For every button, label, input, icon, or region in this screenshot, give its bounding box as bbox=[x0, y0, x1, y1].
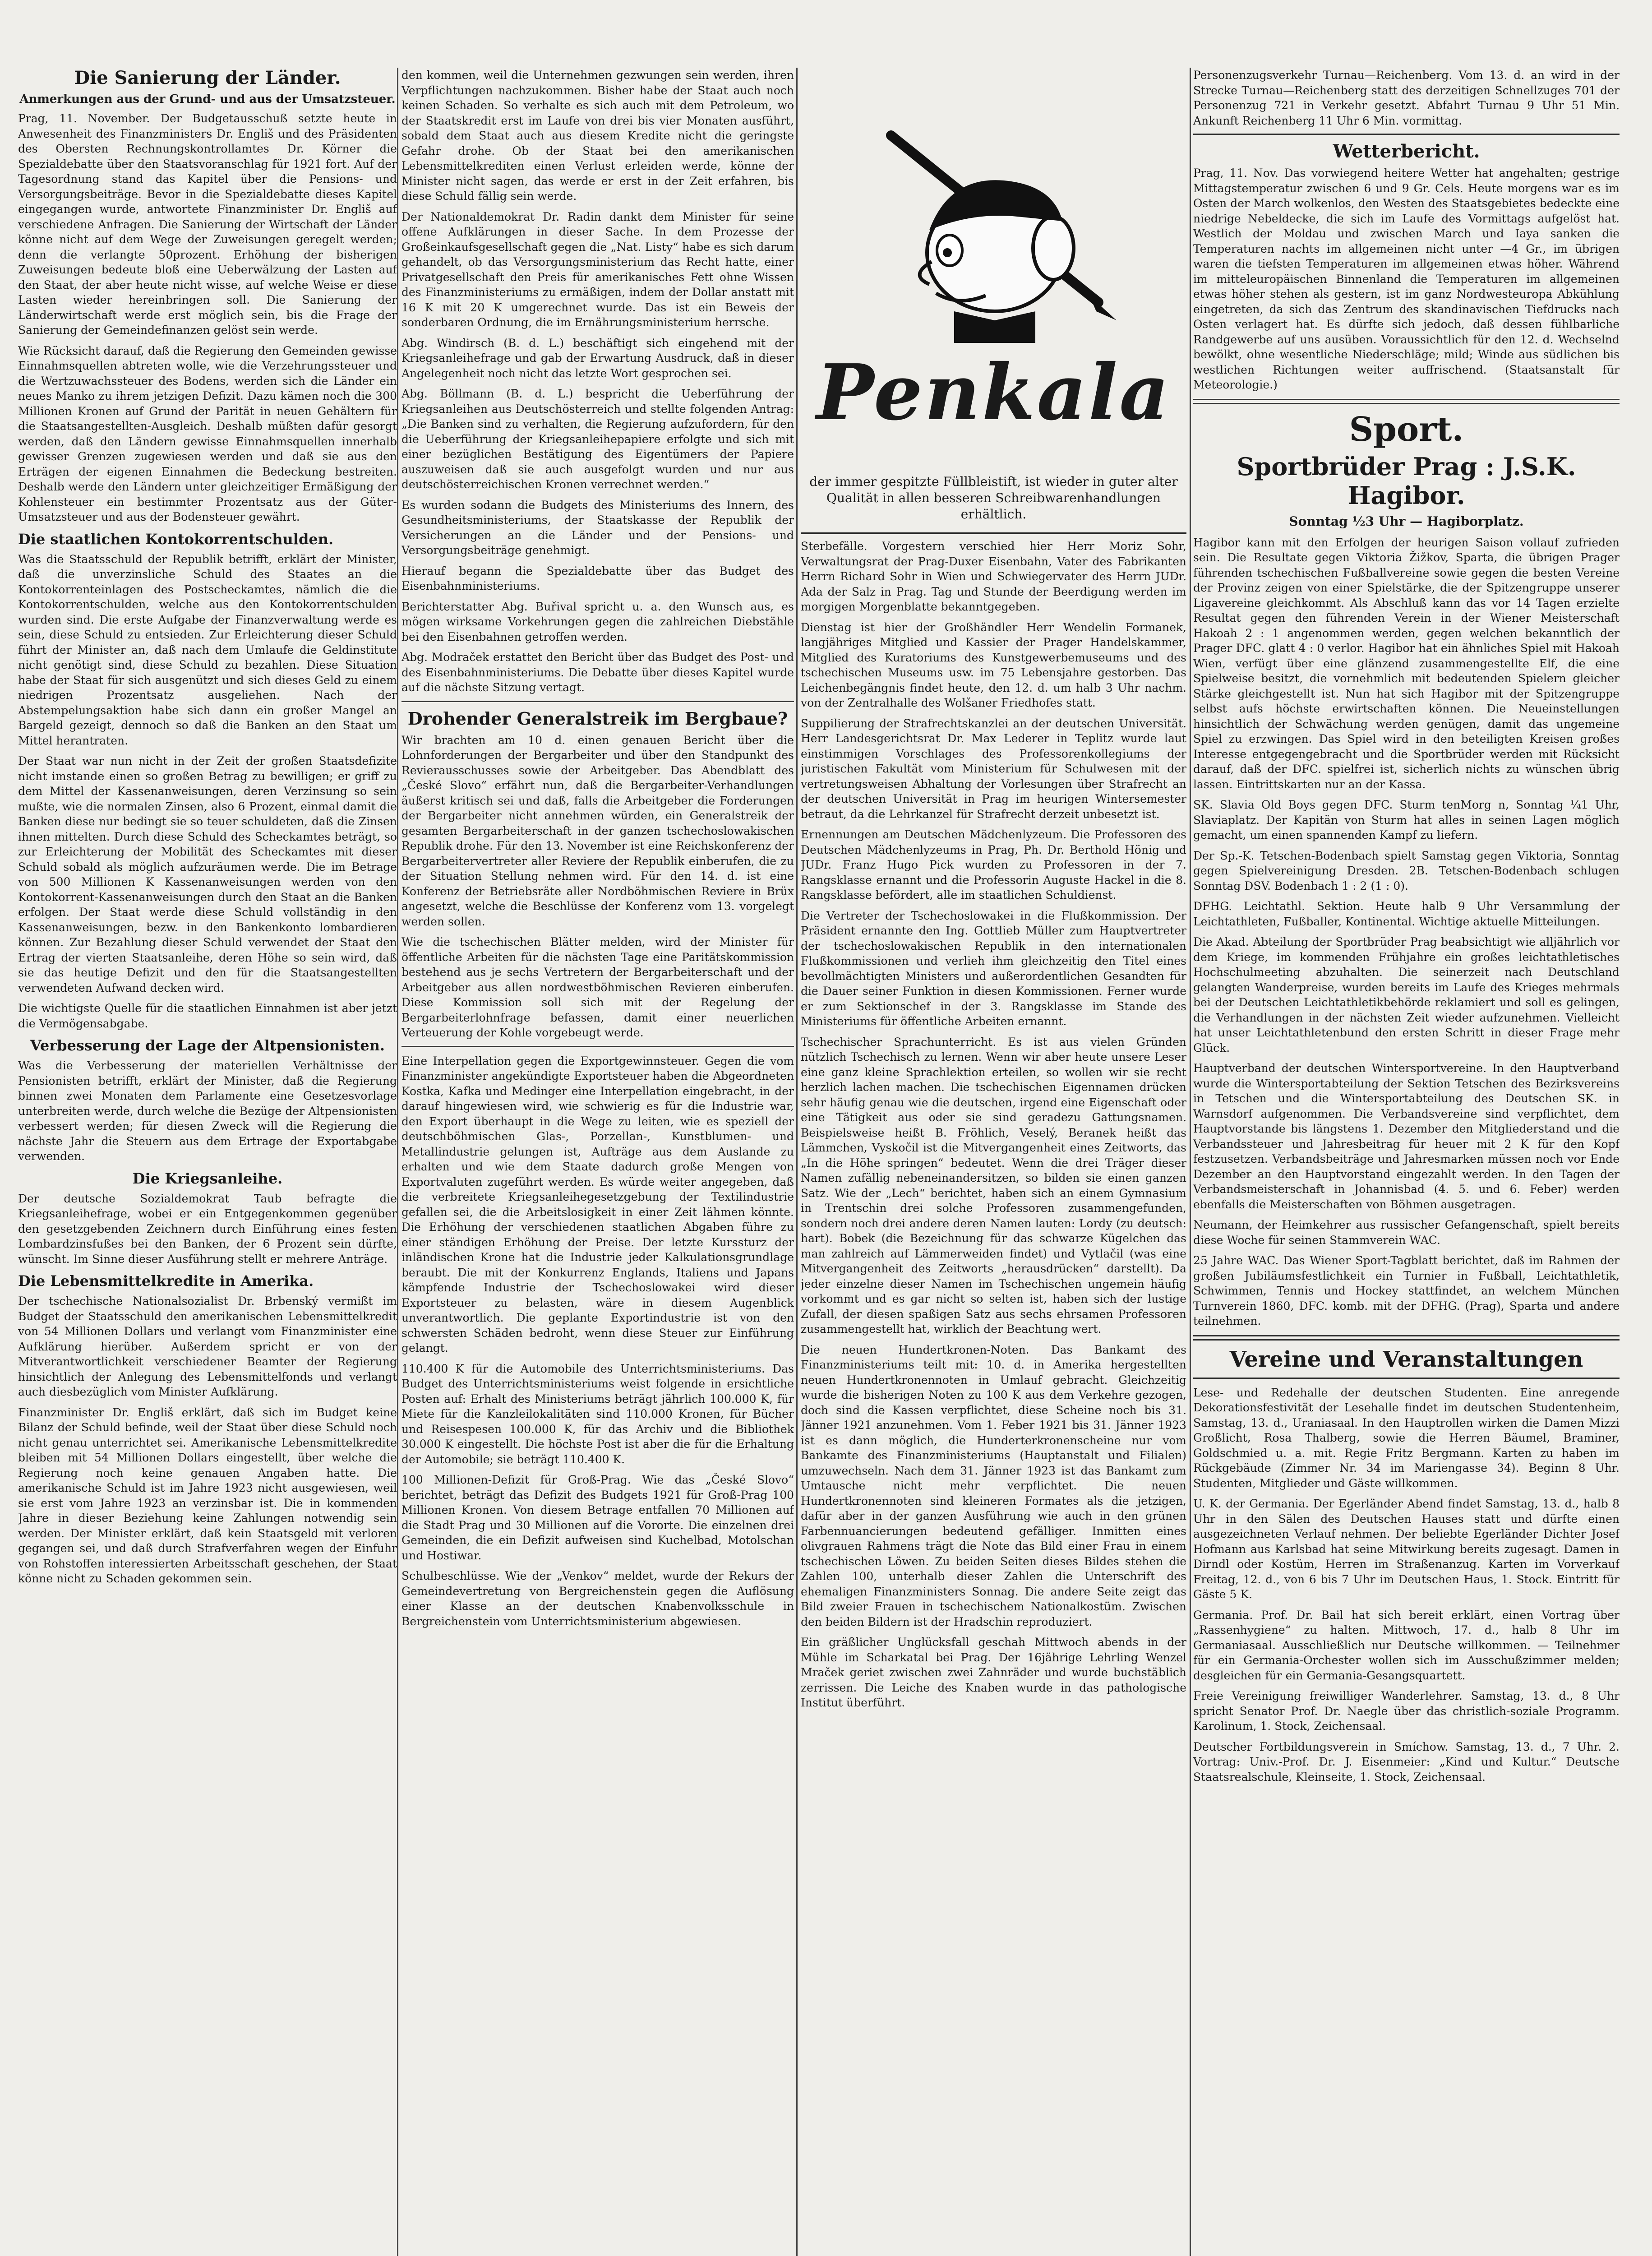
column-rule bbox=[1190, 68, 1191, 2256]
paragraph: Abg. Modraček erstattet den Bericht über das Budget des Post- und des Eisenbahnministeriums. Die Debatte über dieses Kapitel wurde auf die nächste Sitzung vertagt. bbox=[401, 651, 794, 694]
paragraph: Wir brachten am 10 d. einen genauen Bericht über die Lohnforderungen der Bergarbeiter und über den Standpunkt des Revierausschusses sowie der Arbeitgeber. Das Abendblatt des „České Slovo“ erfährt nun, daß die Bergarbeiter-Verhandlungen äußerst kritisch sei und daß, falls die Arbeitgeber die Forderungen der Bergarbeiter nicht annehmen würden, ein Generalstreik der gesamten Bergarbeiterschaft in der ganzen tschechoslowakischen Republik drohe. Für den 13. November ist eine Reichskonferenz der Bergarbeitervertreter aller Reviere der Republik einberufen, die zu der Situation Stellung nehmen wird. Für den 14. d. ist eine Konferenz der Betriebsräte aller Nordböhmischen Reviere in Brüx angesetzt, welche die Beschlüsse der Konferenz vom 13. vorgelegt werden sollen. bbox=[401, 733, 794, 928]
penkala-logo: Penkala bbox=[816, 347, 1171, 438]
column-rule bbox=[397, 68, 398, 2256]
paragraph: 25 Jahre WAC. Das Wiener Sport-Tagblatt berichtet, daß im Rahmen der großen Jubiläumsfestlichkeit ein Turnier in Fußball, Leichtathletik, Schwimmen, Tennis und Hockey stattfindet, an welchem München Turnverein 1860, DFC. komb. mit der DFHG. (Prag), Sparta und andere teilnehmen. bbox=[1193, 1254, 1620, 1327]
divider bbox=[1193, 134, 1620, 135]
paragraph: Ein gräßlicher Unglücksfall geschah Mittwoch abends in der Mühle im Scharkatal bei Prag. Der 16jährige Lehrling Wenzel Mraček geriet zwischen zwei Zahnräder und wurde buchstäblich zerrissen. Die Leiche des Knaben wurde in das pathologische Institut überführt. bbox=[801, 1636, 1186, 1709]
section-heading: Wetterbericht. bbox=[1333, 141, 1480, 162]
section-heading: Verbesserung der Lage der Altpensionisten. bbox=[30, 1037, 385, 1054]
sport-headline: Sportbrüder Prag : J.S.K. Hagibor. bbox=[1237, 452, 1576, 510]
column-1 bbox=[18, 68, 397, 2256]
column-2 bbox=[401, 68, 794, 2256]
divider bbox=[1193, 1335, 1620, 1341]
headline: Die Sanierung der Länder. bbox=[74, 68, 341, 88]
paragraph: Abg. Windirsch (B. d. L.) beschäftigt sich eingehend mit der Kriegsanleihefrage und gab der Erwartung Ausdruck, daß in dieser Angelegenheit noch nicht das letzte Wort gesprochen sei. bbox=[401, 336, 794, 380]
paragraph: den kommen, weil die Unternehmen gezwungen sein werden, ihren Verpflichtungen nachzukommen. Bisher habe der Staat auch noch keinen Schaden. So verhalte es sich auch mit dem Petroleum, wo der Staatskredit erst im Laufe von drei bis vier Monaten ausführt, sobald dem Staat auch aus diesem Kredite nicht die geringste Gefahr drohe. Ob der Staat bei den amerikanischen Lebensmittelkrediten einen Verlust erleiden werde, könne der Minister nicht sagen, das werde er erst in der Zeit erfahren, bis diese Schuld fällig sein werde. bbox=[401, 69, 794, 203]
paragraph: Hagibor kann mit den Erfolgen der heurigen Saison vollauf zufrieden sein. Die Resultate gegen Viktoria Žižkov, Sparta, die übrigen Prager führenden tschechischen Fußballvereine sowie gegen die besten Vereine der Provinz zeigen von einer Spielstärke, die der Spitzengruppe unserer Ligavereine gleichkommt. Als Abschluß kann das vor 14 Tagen erzielte Resultat gegen den führenden Verein in der Wiener Meisterschaft Hakoah 2 : 1 angenommen werden, gegen welchen bekanntlich der Prager DFC. glatt 4 : 0 verlor. Hagibor hat ein ähnliches Spiel mit Hakoah Wien, verfügt über eine glänzend zusammengestellte Elf, die eine Spielweise besitzt, die vornehmlich mit bedeutenden Spielern gleicher Stärke gleichgestellt ist. Nun hat sich Hagibor mit der Spitzengruppe selbst aufs höchste erwirtschaften können. Die Neueinstellungen hinsichtlich der Schwächung werden genügen, damit das ungemeine Spiel zu erzwingen. Das Spiel wird in den beteiligten Kreisen großes Interesse entgegengebracht und die Sportbrüder werden mit Rücksicht darauf, daß der DFC. spielfrei ist, sicherlich nichts zu wünschen übrig lassen. Eintrittskarten nur an der Kassa. bbox=[1193, 536, 1620, 791]
ad-text: der immer gespitzte Füllbleistift, ist wieder in guter alter Qualität in allen besseren Schreibwarenhandlungen erhältlich. bbox=[809, 474, 1178, 522]
paragraph: Was die Verbesserung der materiellen Verhältnisse der Pensionisten betrifft, erklärt der Minister, daß die Regierung binnen zwei Monaten dem Parlamente eine Gesetzesvorlage unterbreiten werde, durch welche die Bezüge der Altpensionisten verbessert werden; für diesen Zweck will die Regierung die nächste Jahr die Steuern aus dem Ertrage der Exportabgabe verwenden. bbox=[18, 1059, 397, 1163]
divider bbox=[1193, 399, 1620, 404]
section-heading: Die Kriegsanleihe. bbox=[132, 1170, 283, 1187]
paragraph: Personenzugsverkehr Turnau—Reichenberg. Vom 13. d. an wird in der Strecke Turnau—Reichenberg statt des derzeitigen Schnellzuges 701 der Personenzug 721 in Verkehr gesetzt. Abfahrt Turnau 9 Uhr 51 Min. Ankunft Reichenberg 11 Uhr 6 Min. vormittag. bbox=[1193, 69, 1620, 127]
paragraph: Suppilierung der Strafrechtskanzlei an der deutschen Universität. Herr Landesgerichtsrat Dr. Max Lederer in Teplitz wurde laut einstimmigen Vorschlages des Professorenkollegiums der juristischen Fakultät vom Ministerium für Schulwesen mit der vertretungsweisen Abhaltung der Vorlesungen über Strafrecht an der deutschen Universität in Prag im heurigen Wintersemester betraut, da die Lehrkanzel für Strafrecht derzeit unbesetzt ist. bbox=[801, 717, 1186, 821]
divider bbox=[401, 701, 794, 702]
paragraph: Eine Interpellation gegen die Exportgewinnsteuer. Gegen die vom Finanzminister angekündigte Exportsteuer haben die Abgeordneten Kostka, Kafka und Medinger eine Interpellation eingebracht, in der darauf hingewiesen wird, wie schwierig es für die Industrie war, den Export überhaupt in die Wege zu leiten, wie es speziell der deutschböhmischen Glas-, Porzellan-, Kunstblumen- und Metallindustrie gelungen ist, Aufträge aus dem Auslande zu erhalten und wie dem Staate dadurch große Mengen von Exportvaluten zugeführt werden. Es würde weiter angegeben, daß die verbreitete Kriegsanleihegesetzgebung der Textilindustrie gefallen sei, die die Arbeitslosigkeit in einer Zeit lähmen könnte. Die Erhöhung der verschiedenen staatlichen Abgaben führe zu einer ständigen Erhöhung der Preise. Der letzte Kurssturz der inländischen Krone hat die Industrie jeder Kalkulationsgrundlage beraubt. Die mit der Konkurrenz Englands, Italiens und Japans kämpfende Industrie der Tschechoslowakei wird dieser Exportsteuer zu belasten, wäre in diesem Augenblick unverantwortlich. Die geplante Exportindustrie ist von den schwersten Schäden bedroht, wenn diese Steuer zur Einführung gelangt. bbox=[401, 1054, 794, 1355]
paragraph: Deutscher Fortbildungsverein in Smíchow. Samstag, 13. d., 7 Uhr. 2. Vortrag: Univ.-Prof. Dr. J. Eisenmeier: „Kind und Kultur.“ Deutsche Staatsrealschule, Kleinseite, 1. Stock, Zeichensaal. bbox=[1193, 1740, 1620, 1784]
column-3 bbox=[801, 68, 1186, 2256]
paragraph: SK. Slavia Old Boys gegen DFC. Sturm tenMorg n, Sonntag ¼1 Uhr, Slaviaplatz. Der Kapitän von Sturm hat alles in seinen Lagen möglich gemacht, um einen spannenden Kampf zu liefern. bbox=[1193, 798, 1620, 841]
penkala-advertisement bbox=[801, 68, 1186, 534]
paragraph: Wie Rücksicht darauf, daß die Regierung den Gemeinden gewisse Einnahmsquellen abtreten wolle, wie die Verzehrungssteuer und die Wertzuwachssteuer des Bodens, werden sich die Länder ein neues Manko zu ihrem jetzigen Defizit. Dazu kämen noch die 300 Millionen Kronen auf Grund der Parität in neuen Gehältern für die Staatsangestellten-Ausgleich. Deshalb müßten dafür gesorgt werden, daß den Ländern gewisse Einnahmsquellen innerhalb gewisser Grenzen zugewiesen werden und daß sie aus den Erträgen der eigenen Einnahmen die Bedeckung bestreiten. Deshalb werde den Ländern unter gleichzeitiger Ermäßigung der Kohlensteuer ein bestimmter Prozentsatz aus der Güter-Umsatzsteuer und aus der Bodensteuer gewährt. bbox=[18, 344, 397, 523]
paragraph: Dienstag ist hier der Großhändler Herr Wendelin Formanek, langjähriges Mitglied und Kassier der Prager Handelskammer, Mitglied des Kuratoriums des Kunstgewerbemuseums und des tschechischen Museums usw. im 75 Lebensjahre gestorben. Das Leichenbegängnis findet heute, den 12. d. um halb 3 Uhr nachm. von der Zentralhalle des Wolšaner Friedhofes statt. bbox=[801, 620, 1186, 709]
paragraph: Berichterstatter Abg. Buřival spricht u. a. den Wunsch aus, es mögen wirksame Vorkehrungen gegen die zahlreichen Diebstähle bei den Eisenbahnen getroffen werden. bbox=[401, 600, 794, 643]
paragraph: Der deutsche Sozialdemokrat Taub befragte die Kriegsanleihefrage, wobei er ein Entgegenkommen gegenüber den gesetzgebenden Zeichnern durch Einführung eines festen Lombardzinsfußes bei den Banken, der 6 Prozent sein dürfte, wünscht. Im Sinne dieser Ausführung stellt er mehrere Anträge. bbox=[18, 1192, 397, 1266]
divider bbox=[401, 1046, 794, 1047]
paragraph: Tschechischer Sprachunterricht. Es ist aus vielen Gründen nützlich Tschechisch zu lernen. Wenn wir aber heute unsere Leser eine ganz kleine Sprachlektion erteilen, so wollen wir sie recht herzlich lachen machen. Die tschechischen Eigennamen drücken sehr häufig genau wie die deutschen, irgend eine Eigenschaft oder eine Tätigkeit aus oder sie sind geradezu Gattungsnamen. Beispielsweise heißt B. Fröhlich, Veselý, Beranek heißt das Lämmchen, Vyskočil ist die Mitvergangenheit eines Zeitworts, das „In die Höhe springen“ bedeutet. Wenn die drei Träger dieser Namen zufällig nebeneinandersitzen, so bilden sie einen ganzen Satz. Wie der „Lech“ berichtet, haben sich an einem Gymnasium in Trentschin drei solche Professoren zusammengefunden, sondern noch drei andere deren Namen lauten: Lordy (zu deutsch: hart). Bobek (die Bezeichnung für das schwarze Kügelchen das man zahlreich auf Lämmerweiden findet) und Vytlačil (was eine Mitvergangenheit des Zeitworts „herausdrücken“ darstellt). Da jeder einzelne dieser Namen im Tschechischen ungemein häufig vorkommt und es gar nicht so selten ist, haben sich der lustige Zufall, der diesen spaßigen Satz aus sechs ehrsamen Professoren zusammengestellt hat, wirklich der Beachtung wert. bbox=[801, 1035, 1186, 1336]
paragraph: Hierauf begann die Spezialdebatte über das Budget des Eisenbahnministeriums. bbox=[401, 564, 794, 592]
paragraph: Die Akad. Abteilung der Sportbrüder Prag beabsichtigt wie alljährlich vor dem Kriege, im kommenden Frühjahre ein großes leichtathletisches Hochschulmeeting abzuhalten. Die seinerzeit nach Deutschland gelangten Wanderpreise, wurden bereits im Laufe des Krieges mehrmals bei der Deutschen Leichtathletikbehörde reklamiert und soll es gelingen, die Verhandlungen in der nächsten Zeit wieder aufzunehmen. Vielleicht hat unser Leichtathletenbund den ersten Schritt in dieser Frage mehr Glück. bbox=[1193, 935, 1620, 1054]
paragraph: Wie die tschechischen Blätter melden, wird der Minister für öffentliche Arbeiten für die nächsten Tage eine Paritätskommission bestehend aus je sechs Vertretern der Bergarbeiterschaft und der Arbeitgeber aus allen nordwestböhmischen Revieren einberufen. Diese Kommission soll sich mit der Regelung der Bergarbeiterlohnfrage befassen, damit einer neuerlichen Verteuerung der Kohle vorgebeugt werde. bbox=[401, 935, 794, 1039]
paragraph: Es wurden sodann die Budgets des Ministeriums des Innern, des Gesundheitsministeriums, der Staatskasse der Republik der Versicherungen an die Länder und der Pensions- und Versorgungsbeiträge genehmigt. bbox=[401, 498, 794, 557]
paragraph: Die Vertreter der Tschechoslowakei in die Flußkommission. Der Präsident ernannte den Ing. Gottlieb Müller zum Hauptvertreter der tschechoslowakischen Republik in den internationalen Flußkommissionen und verlieh ihm gleichzeitig den Titel eines bevollmächtigten Ministers und außerordentlichen Gesandten für die Dauer seiner Funktion in diesen Kommissionen. Ferner wurde er zum Sektionschef in der 3. Rangsklasse im Stande des Ministeriums für öffentliche Arbeiten ernannt. bbox=[801, 909, 1186, 1028]
paragraph: Neumann, der Heimkehrer aus russischer Gefangenschaft, spielt bereits diese Woche für seinen Stammverein WAC. bbox=[1193, 1218, 1620, 1247]
paragraph: Lese- und Redehalle der deutschen Studenten. Eine anregende Dekorationsfestivität der Lesehalle findet im deutschen Studentenheim, Samstag, 13. d., Uraniasaal. In den Hauptrollen wirken die Damen Mizzi Großlicht, Rosa Thalberg, sowie die Herren Bäumel, Braminer, Goldschmied u. a. mit. Regie Fritz Bergmann. Karten zu haben im Rückgebäude (Zimmer Nr. 34 im Mariengasse 34). Beginn 8 Uhr. Studenten, Mitglieder und Gäste willkommen. bbox=[1193, 1386, 1620, 1490]
paragraph: Finanzminister Dr. Engliš erklärt, daß sich im Budget keine Bilanz der Schuld befinde, weil der Staat über diese Schuld noch nicht genau unterrichtet sei. Amerikanische Lebensmittelkredite bleiben mit 54 Millionen Dollars eingestellt, über welche die Regierung noch keine genauen Angaben hatte. Die amerikanische Schuld ist im Jahre 1923 nicht ausgewiesen, weil sie erst vom Jahre 1923 an verzinsbar ist. Die in kommenden Jahre in dieser Beziehung keine Zahlungen notwendig sein werden. Der Minister erklärt, daß kein Staatsgeld mit verloren gegangen sei, und daß durch Strafverfahren wegen der Einfuhr von Rohstoffen interessierten Arbeitsschaft geschehen, der Staat könne nicht zu Schaden gekommen sein. bbox=[18, 1405, 397, 1585]
paragraph: Prag, 11. Nov. Das vorwiegend heitere Wetter hat angehalten; gestrige Mittagstemperatur zwischen 6 und 9 Gr. Cels. Heute morgens war es im Osten der March wolkenlos, den Westen des Staatsgebietes bedeckte eine niedrige Nebeldecke, die sich im Laufe des Vormittags aufgelöst hat. Westlich der Moldau und zwischen March und Iaya sanken die Temperaturen nachts im allgemeinen nicht unter —4 Gr., im übrigen waren die tiefsten Temperaturen im allgemeinen etwas höher. Während im mitteleuropäischen Binnenland die Temperaturen im allgemeinen etwas höher stehen als gestern, ist im ganz Nordwesteuropa Abkühlung eingetreten, da sich das Zentrum des skandinavischen Tiefdrucks nach Osten verlagert hat. Es dürfte sich jedoch, daß dessen fühlbarliche Randgewerbe auf uns ausüben. Voraussichtlich für den 12. d. Wechselnd bewölkt, ohne wesentliche Niederschläge; mild; Winde aus südlichen bis westlichen Richtungen weiter auffrischend. (Staatsanstalt für Meteorologie.) bbox=[1193, 166, 1620, 391]
section-heading: Die Lebensmittelkredite in Amerika. bbox=[18, 1272, 314, 1290]
section-heading: Die staatlichen Kontokorrentschulden. bbox=[18, 530, 334, 548]
column-rule bbox=[796, 68, 798, 2256]
paragraph: DFHG. Leichtathl. Sektion. Heute halb 9 Uhr Versammlung der Leichtathleten, Fußballer, Kontinental. Wichtige aktuelle Mitteilungen. bbox=[1193, 900, 1620, 928]
paragraph: Germania. Prof. Dr. Bail hat sich bereit erklärt, einen Vortrag über „Rassenhygiene“ zu halten. Mittwoch, 17. d., halb 8 Uhr im Germaniasaal. Ausschließlich nur Deutsche willkommen. — Teilnehmer für ein Germania-Orchester wollen sich im Ausschußzimmer melden; desgleichen für ein Germania-Gesangsquartett. bbox=[1193, 1608, 1620, 1682]
paragraph: 110.400 K für die Automobile des Unterrichtsministeriums. Das Budget des Unterrichtsministeriums weist folgende in ersichtliche Posten auf: Erhalt des Ministeriums beträgt jährlich 100.000 K, für Miete für die Kanzleilokalitäten sind 110.000 Kronen, für Bücher und Reisespesen 100.000 K, für das Archiv und die Bibliothek 30.000 K eingestellt. Die höchste Post ist aber die für die Erhaltung der Automobile; sie beträgt 110.400 K. bbox=[401, 1362, 794, 1466]
paragraph: Schulbeschlüsse. Wie der „Venkov“ meldet, wurde der Rekurs der Gemeindevertretung von Bergreichenstein gegen die Auflösung einer Klasse an der deutschen Knabenvolksschule in Bergreichenstein vom Unterrichtsministerium abgewiesen. bbox=[401, 1569, 794, 1628]
paragraph: Sterbefälle. Vorgestern verschied hier Herr Moriz Sohr, Verwaltungsrat der Prag-Duxer Eisenbahn, Vater des Fabrikanten Herrn Richard Sohr in Wien und Schwiegervater des Herrn JUDr. Ada der Salz in Prag. Tag und Stunde der Beerdigung werden im morgigen Morgenblatte bekanntgegeben. bbox=[801, 540, 1186, 613]
paragraph: Der tschechische Nationalsozialist Dr. Brbenský vermißt im Budget der Staatsschuld den amerikanischen Lebensmittelkredit von 54 Millionen Dollars und verlangt vom Finanzminister eine Aufklärung hierüber. Außerdem spricht er von der Mitverantwortlichkeit verschiedener Beamter der Regierung hinsichtlich der Anlegung des Lebensmittelfonds und verlangt auch diesbezüglich vom Minister Aufklärung. bbox=[18, 1294, 397, 1398]
paragraph: Ernennungen am Deutschen Mädchenlyzeum. Die Professoren des Deutschen Mädchenlyzeums in Prag, Ph. Dr. Berthold Hönig und JUDr. Franz Hugo Pick wurden zu Professoren in der 7. Rangsklasse ernannt und die Professorin Auguste Hackel in die 8. Rangsklasse befördert, alle im staatlichen Schuldienst. bbox=[801, 828, 1186, 901]
pencil-man-icon bbox=[801, 68, 1186, 347]
paragraph: Was die Staatsschuld der Republik betrifft, erklärt der Minister, daß die unverzinsliche Schuld des Staates an die Kontokorrenteinlagen des Postscheckamtes, nämlich die die Kontokorrentschulden, welche aus den Kontokorrentschulden wurden sind. Die erste Aufgabe der Finanzverwaltung werde es sein, diese Schuld zu entsieden. Zur Erleichterung dieser Schuld führt der Minister an, daß nach dem Umlaufe die Geldinstitute nicht genötigt sind, diese Schuld zu bezahlen. Diese Situation habe der Staat für sich ausgenützt und sich dieses Geld zu einem niedrigen Prozentsatz ausgeliehen. Nach der Abstempelungsaktion habe sich dann ein großer Mangel an Bargeld gezeigt, dennoch so daß die Banken an den Staat um Mittel herantraten. bbox=[18, 552, 397, 747]
paragraph: Abg. Böllmann (B. d. L.) bespricht die Ueberführung der Kriegsanleihen aus Deutschösterreich und stellte folgenden Antrag: „Die Banken sind zu verhalten, die Regierung aufzufordern, für den die Ueberführung der Kriegsanleihepapiere erfolgte und sich mit einer bezüglichen Bestätigung des Eigentümers der Papiere auszuweisen daß sie auch ausgefolgt wurden und nur aus deutschösterreichischen Kronen verrechnet werden.“ bbox=[401, 387, 794, 491]
paragraph: Die neuen Hundertkronen-Noten. Das Bankamt des Finanzministeriums teilt mit: 10. d. in Amerika hergestellten neuen Hundertkronennoten in Umlauf gebracht. Gleichzeitig wurde die bisherigen Noten zu 100 K aus dem Verkehre gezogen, doch sind die Kassen verpflichtet, diese Scheine noch bis 31. Jänner 1921 anzunehmen. Vom 1. Feber 1921 bis 31. Jänner 1923 ist es dann möglich, die Hunderterkronenscheine nur vom Bankamte des Finanzministeriums (Hauptanstalt und Filialen) umzuwechseln. Nach dem 31. Jänner 1923 ist das Bankamt zum Umtausche nicht mehr verpflichtet. Die neuen Hundertkronennoten sind kleineren Formates als die jetzigen, dafür aber in der ganzen Ausführung wie auch in den grünen Farbennuancierungen bedeutend gefälliger. Inmitten eines olivgrauen Rahmens trägt die Note das Bild einer Frau in einem tschechischen Löwen. Zu beiden Seiten dieses Bildes stehen die Zahlen 100, unterhalb dieser Zahlen die Unterschrift des ehemaligen Finanzministers Sonnag. Die andere Seite zeigt das Bild zweier Frauen in tschechischem Nationalkostüm. Zwischen den beiden Bildern ist der Hradschin reproduziert. bbox=[801, 1343, 1186, 1628]
sport-subheadline: Sonntag ½3 Uhr — Hagiborplatz. bbox=[1289, 513, 1524, 529]
paragraph: Der Staat war nun nicht in der Zeit der großen Staatsdefizite nicht imstande einen so großen Betrag zu bewilligen; er griff zu dem Mittel der Kassenanweisungen, deren Verzinsung so sein mußte, wie die normalen Zinsen, also 6 Prozent, einmal damit die Banken diese nur bedingt sie so teuer schuldeten, daß die Zinsen ihnen mittelten. Durch diese Schuld des Scheckamtes beträgt, so zur Erleichterung der Mobilität des Scheckamtes mit dieser Schuld sobald als möglich aufzuräumen werde. Die im Betrage von 500 Millionen K Kassenanweisungen werden von den Kontokorrent-Kassenanweisungen durch den Staat an die Banken erfolgen. Der Staat werde diese Schuld vollständig in den Kassenanweisungen, bezw. in den Bankenkonto lombardieren können. Zur Bezahlung dieser Schuld verwendet der Staat den Ertrag der vierten Staatsanleihe, deren Höhe so sein wird, daß sie das heutige Defizit und den für die Staatsangestellten verwendeten Aufwand decken wird. bbox=[18, 754, 397, 994]
section-heading: Drohender Generalstreik im Bergbaue? bbox=[407, 708, 788, 729]
section-heading: Vereine und Veranstaltungen bbox=[1229, 1346, 1583, 1372]
paragraph: Freie Vereinigung freiwilliger Wanderlehrer. Samstag, 13. d., 8 Uhr spricht Senator Prof. Dr. Naegle über das christlich-soziale Programm. Karolinum, 1. Stock, Zeichensaal. bbox=[1193, 1689, 1620, 1733]
paragraph: Der Nationaldemokrat Dr. Radin dankt dem Minister für seine offene Aufklärungen in dieser Sache. In dem Prozesse der Großeinkaufsgesellschaft gegen die „Nat. Listy“ habe es sich darum gehandelt, ob das Versorgungsministerium das Recht hatte, einer Privatgesellschaft den Preis für amerikanisches Fett ohne Wissen des Finanzministeriums zu ermäßigen, indem der Dollar anstatt mit 16 K mit 20 K umgerechnet wurde. Das ist ein Beweis der sonderbaren Ordnung, die im Ernährungsministerium herrsche. bbox=[401, 210, 794, 329]
divider bbox=[1193, 1378, 1620, 1379]
paragraph: Hauptverband der deutschen Wintersportvereine. In den Hauptverband wurde die Wintersportabteilung der Sektion Tetschen des Bezirksvereins in Tetschen und die Wintersportabteilung des Deutschen SK. in Warnsdorf aufgenommen. Die Verbandsvereine sind verpflichtet, dem Hauptvorstande bis längstens 1. Dezember den Mitgliederstand und die Verbandssteuer und Jahresbeitrag für heuer mit 2 K für den Kopf festzusetzen. Verbandsbeiträge und Jahresmarken müssen noch vor Ende Dezember an den Hauptvorstand eingezahlt werden. In den Tagen der Verbandsmeisterschaft in Johannisbad (4. 5. und 6. Feber) werden ebenfalls die Meisterschaften von Böhmen ausgetragen. bbox=[1193, 1062, 1620, 1211]
paragraph: U. K. der Germania. Der Egerländer Abend findet Samstag, 13. d., halb 8 Uhr in den Sälen des Deutschen Hauses statt und dürfte einen ausgezeichneten Verlauf nehmen. Der beliebte Egerländer Dichter Josef Hofmann aus Karlsbad hat seine Mitwirkung bereits zugesagt. Damen in Dirndl oder Kostüm, Herren im Straßenanzug. Karten im Vorverkauf Freitag, 12. d., von 6 bis 7 Uhr im Deutschen Haus, 1. Stock. Eintritt für Gäste 5 K. bbox=[1193, 1497, 1620, 1601]
paragraph: Prag, 11. November. Der Budgetausschuß setzte heute in Anwesenheit des Finanzministers Dr. Engliš und des Präsidenten des Obersten Rechnungskontrollamtes Dr. Körner die Spezialdebatte über den Staatsvoranschlag für 1921 fort. Auf der Tagesordnung stand das Kapitel über die Pensions- und Versorgungsbeiträge. Bevor in die Spezialdebatte dieses Kapitel eingegangen wurde, antwortete Finanzminister Dr. Engliš auf verschiedene Anfragen. Die Sanierung der Wirtschaft der Länder könne nicht auf dem Wege der Zuweisungen geregelt werden; denn die verlangte 50prozent. Erhöhung der bisherigen Zuweisungen bedeute bloß eine Ueberwälzung der Lasten auf den Staat, der aber heute nicht wisse, auf welche Weise er diese Lasten wieder hereinbringen soll. Die Sanierung der Länderwirtschaft werde erst möglich sein, bis die Frage der Sanierung der Gemeindefinanzen gelöst sein werde. bbox=[18, 112, 397, 337]
paragraph: Der Sp.-K. Tetschen-Bodenbach spielt Samstag gegen Viktoria, Sonntag gegen Spielvereinigung Dresden. 2B. Tetschen-Bodenbach schlugen Sonntag DSV. Bodenbach 1 : 2 (1 : 0). bbox=[1193, 849, 1620, 892]
sport-title: Sport. bbox=[1349, 410, 1464, 449]
subheadline: Anmerkungen aus der Grund- und aus der Umsatzsteuer. bbox=[19, 92, 396, 106]
paragraph: Die wichtigste Quelle für die staatlichen Einnahmen ist aber jetzt die Vermögensabgabe. bbox=[18, 1002, 397, 1030]
column-4 bbox=[1193, 68, 1620, 2256]
paragraph: 100 Millionen-Defizit für Groß-Prag. Wie das „České Slovo“ berichtet, beträgt das Defizit des Budgets 1921 für Groß-Prag 100 Millionen Kronen. Von diesem Betrage entfallen 70 Millionen auf die Stadt Prag und 30 Millionen auf die Vororte. Die einzelnen drei Gemeinden, die ein Defizit aufweisen sind Kuchelbad, Motolschan und Hostiwar. bbox=[401, 1473, 794, 1562]
